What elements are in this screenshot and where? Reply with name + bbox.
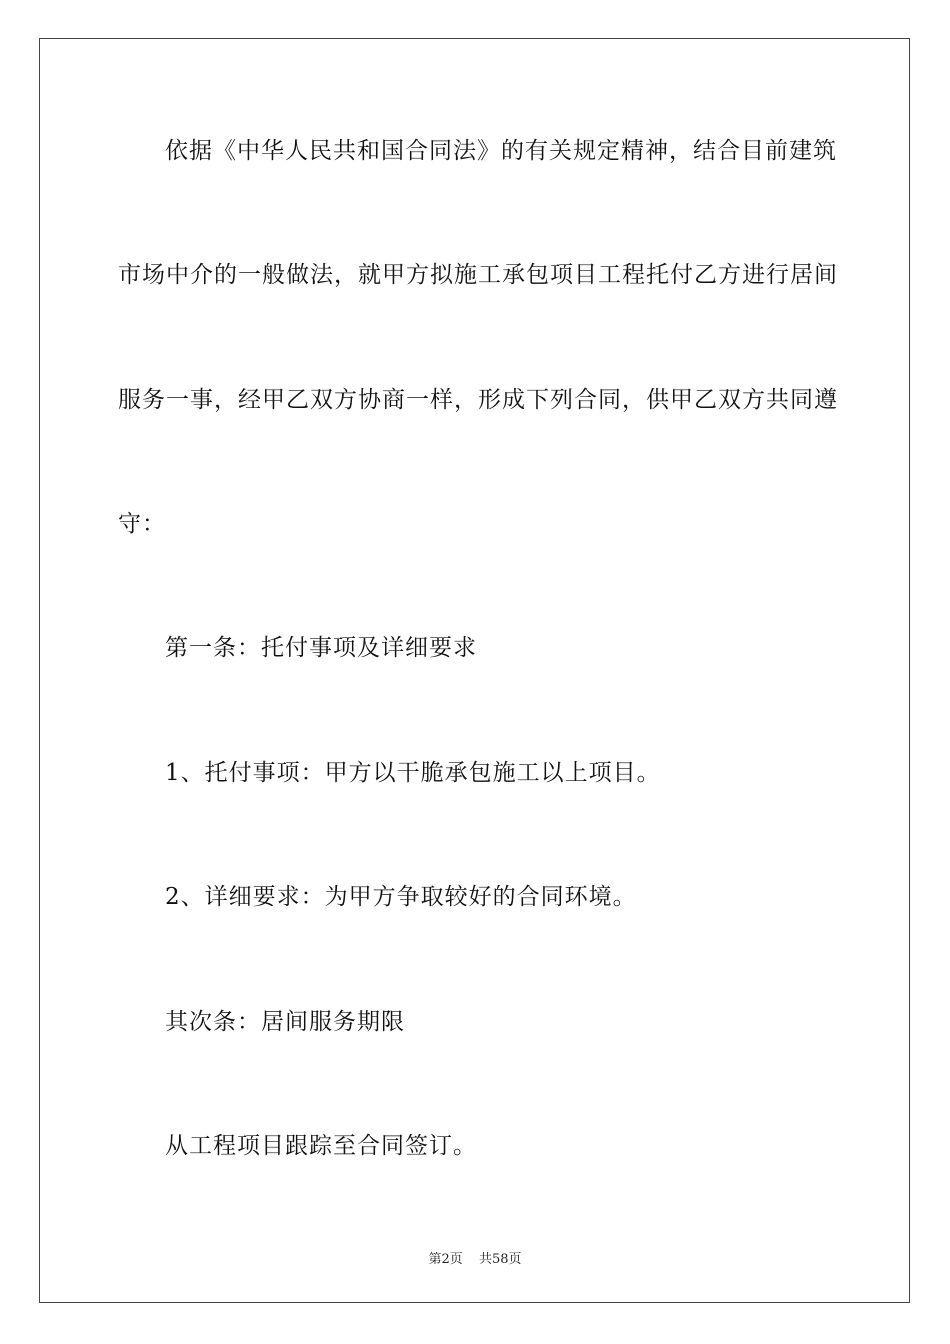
term-text: 从工程项目跟踪至合同签订。: [165, 1133, 477, 1159]
item-2: 2、详细要求：为甲方争取较好的合同环境。: [165, 884, 637, 910]
paragraph-line-2: 市场中介的一般做法，就甲方拟施工承包项目工程托付乙方进行居间: [118, 262, 838, 288]
paragraph-line-4: 守：: [118, 511, 166, 537]
total-pages: 共58页: [478, 1252, 522, 1267]
page-frame: [39, 38, 910, 1303]
item-1: 1、托付事项：甲方以干脆承包施工以上项目。: [165, 760, 661, 786]
paragraph-line-3: 服务一事，经甲乙双方协商一样，形成下列合同，供甲乙双方共同遵: [118, 387, 838, 413]
article-1-heading: 第一条：托付事项及详细要求: [165, 635, 477, 661]
page-footer: [0, 1248, 950, 1267]
article-2-heading: 其次条：居间服务期限: [165, 1009, 405, 1035]
page-number: 第2页: [428, 1252, 463, 1267]
paragraph-line-1: 依据《中华人民共和国合同法》的有关规定精神，结合目前建筑: [165, 138, 837, 164]
